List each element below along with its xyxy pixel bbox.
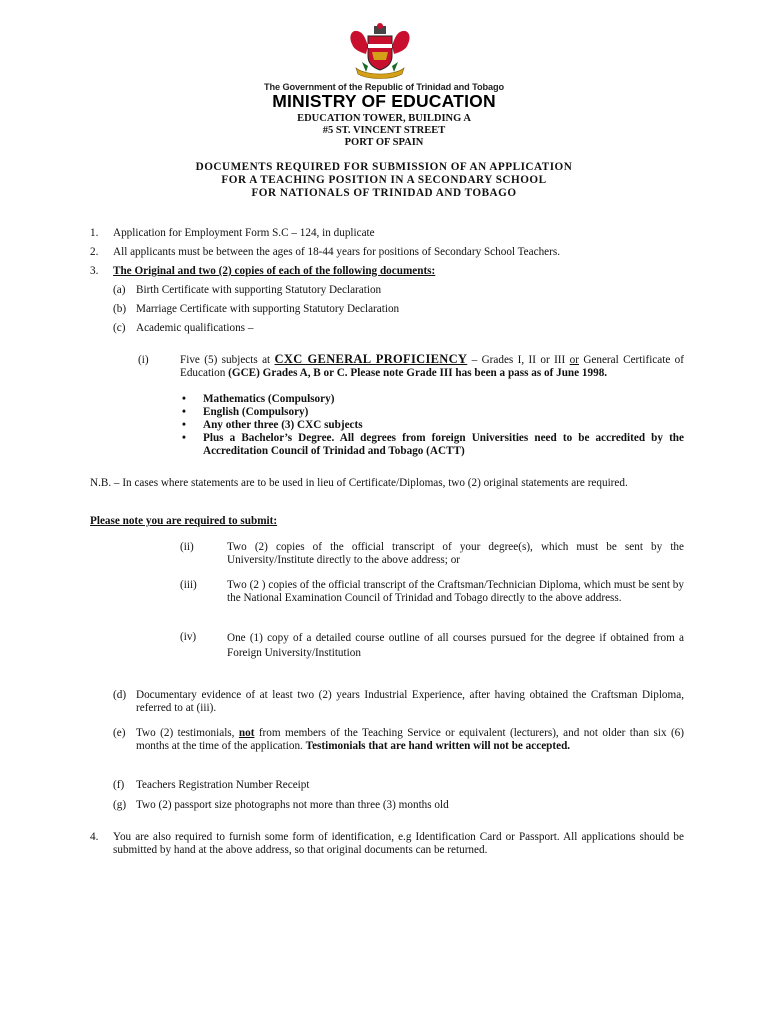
nb-note: N.B. – In cases where statements are to be used in lieu of Certificate/Diplomas, two (2) original statements are required. bbox=[90, 477, 628, 489]
coat-of-arms-icon bbox=[346, 22, 414, 80]
address-line-3: PORT OF SPAIN bbox=[344, 137, 424, 148]
address-line-1: EDUCATION TOWER, BUILDING A bbox=[297, 113, 471, 124]
bullet-text: Plus a Bachelor’s Degree. All degrees from foreign Universities need to be accredited by the Accreditation Council of Trinidad and Tobago (ACTT) bbox=[203, 432, 684, 457]
bullet-icon: • bbox=[182, 393, 186, 405]
item-3-heading: The Original and two (2) copies of each of the following documents: bbox=[113, 265, 436, 277]
sub-item-label: (e) bbox=[113, 727, 126, 739]
sub-item-c-text: Academic qualifications – bbox=[136, 322, 254, 334]
cxc-label: CXC GENERAL PROFICIENCY bbox=[274, 352, 468, 366]
sub-item-b-text: Marriage Certificate with supporting Statutory Declaration bbox=[136, 303, 400, 315]
sub-item-label: (a) bbox=[113, 284, 126, 296]
roman-item-label: (iv) bbox=[180, 631, 197, 643]
academic-requirement-text: Five (5) subjects at CXC GENERAL PROFICIENCY – Grades I, II or III or General Certificate of Education (GCE) Grades A, B or C. Please note Grade III has been a pass as of June 1998. bbox=[180, 352, 685, 379]
industrial-experience-text: Documentary evidence of at least two (2) years Industrial Experience, after having obtained the Craftsman Diploma, referred to at (iii). bbox=[136, 689, 684, 714]
item-number: 2. bbox=[90, 246, 99, 258]
sub-item-label: (g) bbox=[113, 799, 127, 811]
sub-item-label: (b) bbox=[113, 303, 127, 315]
item-number: 1. bbox=[90, 227, 99, 239]
government-line: The Government of the Republic of Trinidad and Tobago bbox=[263, 82, 505, 92]
item-number: 3. bbox=[90, 265, 99, 277]
bullet-text: Any other three (3) CXC subjects bbox=[203, 419, 363, 431]
item-number: 4. bbox=[90, 831, 99, 843]
roman-item-label: (iii) bbox=[180, 579, 197, 591]
sub-item-a-text: Birth Certificate with supporting Statutory Declaration bbox=[136, 284, 382, 296]
course-outline-text: One (1) copy of a detailed course outline of all courses pursued for the degree if obtained from a Foreign University/Institution bbox=[227, 632, 684, 659]
roman-item-label: (ii) bbox=[180, 541, 194, 553]
bullet-icon: • bbox=[182, 419, 186, 431]
item-2-text: All applicants must be between the ages of 18-44 years for positions of Secondary School Teachers. bbox=[113, 246, 561, 258]
transcript-degree-text: Two (2) copies of the official transcript of your degree(s), which must be sent by the University/Institute directly to the above address; or bbox=[227, 541, 684, 566]
photographs-text: Two (2) passport size photographs not more than three (3) months old bbox=[136, 799, 449, 811]
document-title-line-2: FOR A TEACHING POSITION IN A SECONDARY SCHOOL bbox=[221, 174, 547, 186]
identification-text: You are also required to furnish some form of identification, e.g Identification Card or Passport. All applications should be submitted by hand at the above address, so that original documents can be returned. bbox=[113, 831, 684, 856]
ministry-heading: MINISTRY OF EDUCATION bbox=[272, 91, 496, 111]
sub-item-label: (f) bbox=[113, 779, 125, 791]
bullet-icon: • bbox=[182, 432, 186, 444]
transcript-diploma-text: Two (2 ) copies of the official transcript of the Craftsman/Technician Diploma, which must be sent by the National Examination Council of Trinidad and Tobago directly to the above address. bbox=[227, 579, 684, 604]
bullet-text: Mathematics (Compulsory) bbox=[203, 393, 335, 405]
please-note-heading: Please note you are required to submit: bbox=[90, 515, 278, 527]
bullet-text: English (Compulsory) bbox=[203, 406, 309, 418]
sub-item-label: (d) bbox=[113, 689, 127, 701]
bullet-icon: • bbox=[182, 406, 186, 418]
testimonials-text: Two (2) testimonials, not from members of the Teaching Service or equivalent (lecturers), and not older than six (6) months at the time of the application. Testimonials that are hand written will not be accepted. bbox=[136, 727, 684, 752]
item-1-text: Application for Employment Form S.C – 124, in duplicate bbox=[113, 227, 375, 239]
registration-receipt-text: Teachers Registration Number Receipt bbox=[136, 779, 310, 791]
document-title-line-1: DOCUMENTS REQUIRED FOR SUBMISSION OF AN APPLICATION bbox=[195, 161, 573, 173]
sub-item-label: (c) bbox=[113, 322, 126, 334]
document-title-line-3: FOR NATIONALS OF TRINIDAD AND TOBAGO bbox=[251, 187, 517, 199]
address-line-2: #5 ST. VINCENT STREET bbox=[322, 125, 446, 136]
roman-item-label: (i) bbox=[138, 354, 149, 366]
